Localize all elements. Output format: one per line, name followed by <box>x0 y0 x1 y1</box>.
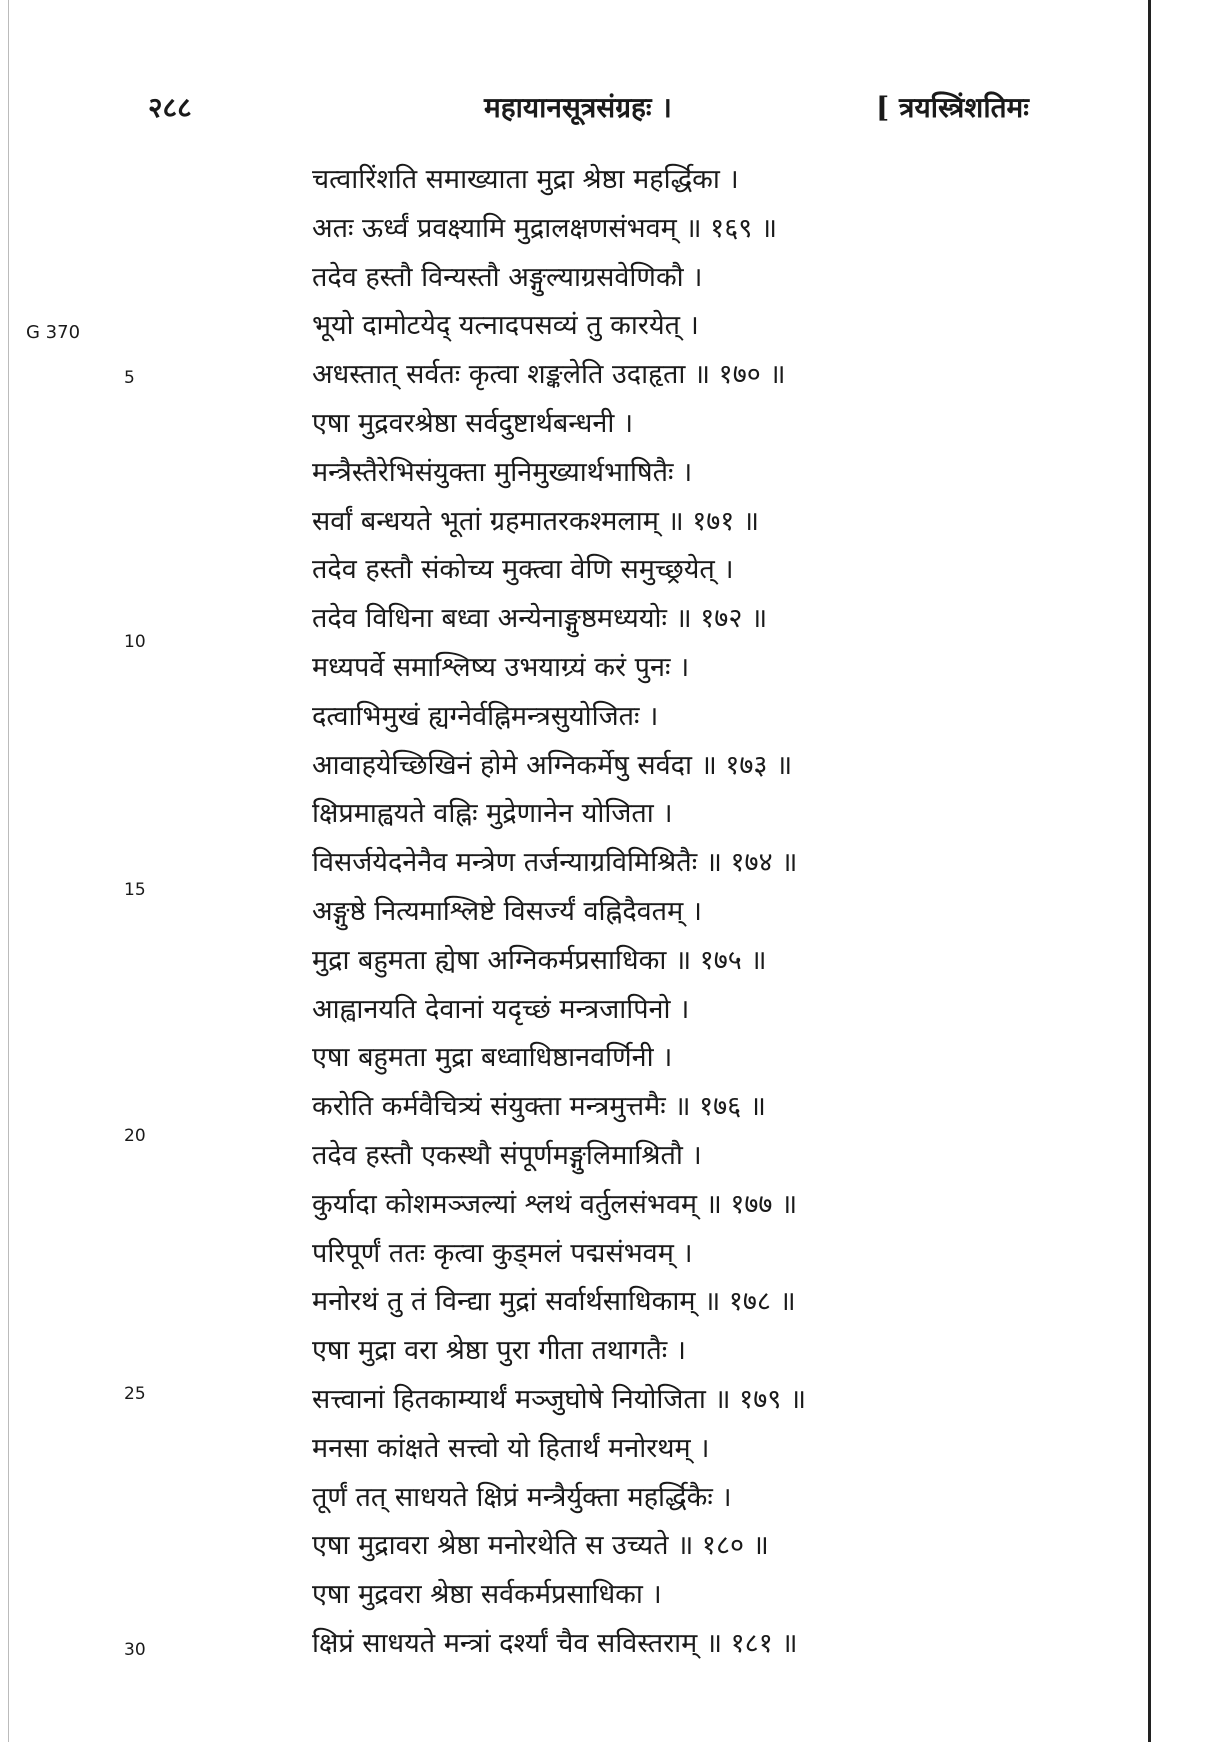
verse-line: चत्वारिंशति समाख्याता मुद्रा श्रेष्ठा महर्द्धिका । <box>312 164 739 195</box>
verse-line: एषा मुद्रा वरा श्रेष्ठा पुरा गीता तथागतैः । <box>312 1335 687 1367</box>
verse-line: तदेव हस्तौ विन्यस्तौ अङ्गुल्याग्रसवेणिकौ । <box>312 261 703 293</box>
verse-line: कुर्यादा कोशमञ्जल्यां श्लथं वर्तुलसंभवम् ॥ १७७ ॥ <box>312 1188 798 1220</box>
verse-line: विसर्जयेदनेनैव मन्त्रेण तर्जन्याग्रविमिश्रितैः ॥ १७४ ॥ <box>312 847 798 879</box>
verse-line: अतः ऊर्ध्वं प्रवक्ष्यामि मुद्रालक्षणसंभवम् ॥ १६९ ॥ <box>312 212 778 244</box>
verse-line: भूयो दामोटयेद् यत्नादपसव्यं तु कारयेत् । <box>312 310 699 342</box>
running-title: महायानसूत्रसंग्रहः । <box>484 91 672 124</box>
line-number: 25 <box>124 1384 146 1404</box>
line-number: 30 <box>124 1640 146 1660</box>
verse-line: तूर्णं तत् साधयते क्षिप्रं मन्त्रैर्युक्ता महर्द्धिकैः । <box>312 1481 732 1513</box>
verse-line: आह्वानयति देवानां यदृच्छं मन्त्रजापिनो । <box>312 993 690 1025</box>
line-number: 10 <box>124 632 146 652</box>
verse-line: तदेव हस्तौ संकोच्य मुक्त्वा वेणि समुच्छ्रयेत् । <box>312 554 734 586</box>
verse-line: अधस्तात् सर्वतः कृत्वा शङ्कलेति उदाहृता ॥ १७० ॥ <box>312 359 786 391</box>
verse-line: एषा बहुमता मुद्रा बध्वाधिष्ठानवर्णिनी । <box>312 1042 673 1074</box>
line-number: 5 <box>124 368 135 388</box>
verse-line: परिपूर्णं ततः कृत्वा कुड्मलं पद्मसंभवम् । <box>312 1237 693 1269</box>
verse-line: आवाहयेच्छिखिनं होमे अग्निकर्मेषु सर्वदा ॥ १७३ ॥ <box>312 749 793 781</box>
verse-line: सत्त्वानां हितकाम्यार्थं मञ्जुघोषे नियोजिता ॥ १७९ ॥ <box>312 1383 807 1415</box>
verse-line: दत्वाभिमुखं ह्यग्नेर्वह्निमन्त्रसुयोजितः । <box>312 700 659 732</box>
line-number: 20 <box>124 1126 146 1146</box>
verse-line: क्षिप्रमाह्वयते वह्निः मुद्रेणानेन योजिता । <box>312 798 673 830</box>
left-edge-rule <box>8 0 9 1742</box>
section-heading: [ त्रयस्त्रिंशतिमः <box>876 91 1029 124</box>
verse-line: एषा मुद्रावरा श्रेष्ठा मनोरथेति स उच्यते ॥ १८० ॥ <box>312 1530 769 1562</box>
verse-line: करोति कर्मवैचित्र्यं संयुक्ता मन्त्रमुत्तमैः ॥ १७६ ॥ <box>312 1091 766 1123</box>
verse-line: मन्त्रैस्तैरेभिसंयुक्ता मुनिमुख्यार्थभाषितैः । <box>312 456 693 488</box>
page-number: २८८ <box>148 91 192 124</box>
verse-line: मनोरथं तु तं विन्द्या मुद्रां सर्वार्थसाधिकाम् ॥ १७८ ॥ <box>312 1286 796 1318</box>
running-header <box>0 88 1232 128</box>
verse-line: तदेव हस्तौ एकस्थौ संपूर्णमङ्गुलिमाश्रितौ । <box>312 1139 702 1171</box>
verse-block <box>312 156 912 1669</box>
verse-line: मनसा कांक्षते सत्त्वो यो हितार्थं मनोरथम् । <box>312 1432 710 1464</box>
margin-reference: G 370 <box>26 322 81 343</box>
binding-edge-rule <box>1148 0 1151 1742</box>
verse-line: एषा मुद्रवरा श्रेष्ठा सर्वकर्मप्रसाधिका । <box>312 1579 662 1611</box>
line-number: 15 <box>124 880 146 900</box>
verse-line: क्षिप्रं साधयते मन्त्रां दर्श्यां चैव सविस्तराम् ॥ १८१ ॥ <box>312 1627 798 1659</box>
verse-line: तदेव विधिना बध्वा अन्येनाङ्गुष्ठमध्ययोः ॥ १७२ ॥ <box>312 603 768 635</box>
verse-line: सर्वां बन्धयते भूतां ग्रहमातरकश्मलाम् ॥ १७१ ॥ <box>312 505 760 537</box>
verse-line: एषा मुद्रवरश्रेष्ठा सर्वदुष्टार्थबन्धनी । <box>312 407 634 439</box>
verse-line: मुद्रा बहुमता ह्येषा अग्निकर्मप्रसाधिका ॥ १७५ ॥ <box>312 944 767 976</box>
verse-line: मध्यपर्वे समाश्लिष्य उभयाग्र्यं करं पुनः । <box>312 651 690 683</box>
verse-line: अङ्गुष्ठे नित्यमाश्लिष्टे विसर्ज्यं वह्निदैवतम् । <box>312 895 703 927</box>
